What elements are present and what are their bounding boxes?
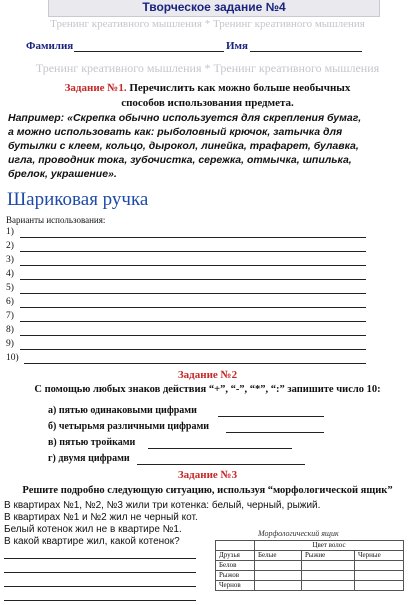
line-number: 5) bbox=[6, 283, 14, 293]
watermark-middle: Тренинг креативного мышления * Тренинг креативного мышления bbox=[35, 61, 380, 75]
title-banner bbox=[48, 0, 380, 17]
name-field[interactable] bbox=[250, 51, 362, 52]
line-number: 8) bbox=[6, 325, 14, 335]
task2-answer-c[interactable] bbox=[148, 448, 292, 449]
answer-line-10[interactable] bbox=[6, 353, 366, 366]
table-row bbox=[216, 571, 404, 581]
task3-answer-line-4[interactable] bbox=[4, 600, 196, 601]
morph-box-caption: Морфологический ящик bbox=[258, 529, 339, 538]
surname-field[interactable] bbox=[74, 51, 224, 52]
task3-line: В квартирах №1 и №2 жил не черный кот. bbox=[4, 512, 198, 523]
table-row bbox=[216, 581, 404, 591]
table-cell[interactable] bbox=[255, 571, 302, 581]
morphological-box-table bbox=[215, 540, 404, 591]
color-header: Цвет волос bbox=[255, 541, 404, 551]
example-line: Например: «Скрепка обычно используется для скрепления бумаг, bbox=[8, 112, 362, 124]
answer-line-7[interactable] bbox=[6, 311, 366, 324]
task3-heading: Задание №3 bbox=[177, 469, 238, 481]
row-name: Рыжов bbox=[216, 571, 255, 581]
table-cell[interactable] bbox=[302, 581, 355, 591]
table-cell[interactable] bbox=[355, 571, 404, 581]
table-row bbox=[216, 561, 404, 571]
answer-line-6[interactable] bbox=[6, 297, 366, 310]
answer-line-8[interactable] bbox=[6, 325, 366, 338]
task1-heading-line1 bbox=[0, 82, 415, 94]
example-line: игла, проводник тока, зубочистка, сережка, отмычка, шпилька, bbox=[8, 154, 352, 166]
answer-line-9[interactable] bbox=[6, 339, 366, 352]
answer-line-1[interactable] bbox=[6, 227, 366, 240]
task3-line: В квартирах №1, №2, №3 жили три котенка: белый, черный, рыжий. bbox=[4, 500, 321, 511]
line-number: 1) bbox=[6, 227, 14, 237]
line-number: 3) bbox=[6, 255, 14, 265]
color-col-white: Белые bbox=[255, 551, 302, 561]
task2-answer-a[interactable] bbox=[218, 416, 324, 417]
task3-instruction: Решите подробно следующую ситуацию, используя “морфологической ящик” bbox=[22, 485, 393, 496]
variants-label: Варианты использования: bbox=[6, 215, 106, 225]
task2-answer-b[interactable] bbox=[226, 432, 324, 433]
task2-item-d: г) двумя цифрами bbox=[48, 453, 130, 464]
object-title: Шариковая ручка bbox=[7, 189, 149, 210]
table-cell[interactable] bbox=[255, 561, 302, 571]
table-corner bbox=[216, 541, 255, 551]
page-title: Творческое задание №4 bbox=[142, 0, 286, 14]
task3-answer-line-3[interactable] bbox=[4, 586, 196, 587]
line-number: 6) bbox=[6, 297, 14, 307]
row-name: Чернов bbox=[216, 581, 255, 591]
line-number: 9) bbox=[6, 339, 14, 349]
line-number: 2) bbox=[6, 241, 14, 251]
task1-number: Задание №1. bbox=[64, 82, 127, 94]
example-line: бутылки с клеем, кольцо, дырокол, линейка, трафарет, булавка, bbox=[8, 140, 359, 152]
table-cell[interactable] bbox=[255, 581, 302, 591]
task2-instruction: С помощью любых знаков действия “+”, “-”, “*”, “:” запишите число 10: bbox=[34, 384, 381, 395]
surname-label: Фамилия bbox=[26, 40, 74, 52]
task2-item-b: б) четырьмя различными цифрами bbox=[48, 421, 210, 432]
color-col-black: Черные bbox=[355, 551, 404, 561]
line-number: 7) bbox=[6, 311, 14, 321]
example-line: а можно использовать как: рыболовный крючок, затычка для bbox=[8, 126, 343, 138]
task3-answer-line-2[interactable] bbox=[4, 572, 196, 573]
answer-line-4[interactable] bbox=[6, 269, 366, 282]
task1-heading-text: Перечислить как можно больше необычных bbox=[129, 82, 351, 94]
table-cell[interactable] bbox=[302, 571, 355, 581]
answer-line-2[interactable] bbox=[6, 241, 366, 254]
task2-item-c: в) пятью тройками bbox=[48, 437, 136, 448]
task1-heading-line2: способов использования предмета. bbox=[121, 97, 294, 109]
task3-line: В какой квартире жил, какой котенок? bbox=[4, 536, 180, 547]
task3-answer-line-1[interactable] bbox=[4, 558, 196, 559]
answer-line-5[interactable] bbox=[6, 283, 366, 296]
name-label: Имя bbox=[226, 40, 248, 52]
task2-heading: Задание №2 bbox=[177, 369, 238, 381]
line-number: 4) bbox=[6, 269, 14, 279]
table-cell[interactable] bbox=[355, 561, 404, 571]
table-cell[interactable] bbox=[302, 561, 355, 571]
color-col-red: Рыжие bbox=[302, 551, 355, 561]
example-paragraph bbox=[8, 111, 408, 181]
name-form-row bbox=[0, 40, 415, 54]
friends-header: Друзья bbox=[216, 551, 255, 561]
line-number: 10) bbox=[6, 353, 19, 363]
example-line: брелок, украшение». bbox=[8, 168, 117, 180]
watermark-top: Тренинг креативного мышления * Тренинг креативного мышления bbox=[50, 18, 365, 30]
row-name: Белов bbox=[216, 561, 255, 571]
answer-line-3[interactable] bbox=[6, 255, 366, 268]
table-cell[interactable] bbox=[355, 581, 404, 591]
task2-item-a: а) пятью одинаковыми цифрами bbox=[48, 405, 197, 416]
task3-line: Белый котенок жил не в квартире №1. bbox=[4, 524, 182, 535]
task2-answer-d[interactable] bbox=[137, 464, 305, 465]
